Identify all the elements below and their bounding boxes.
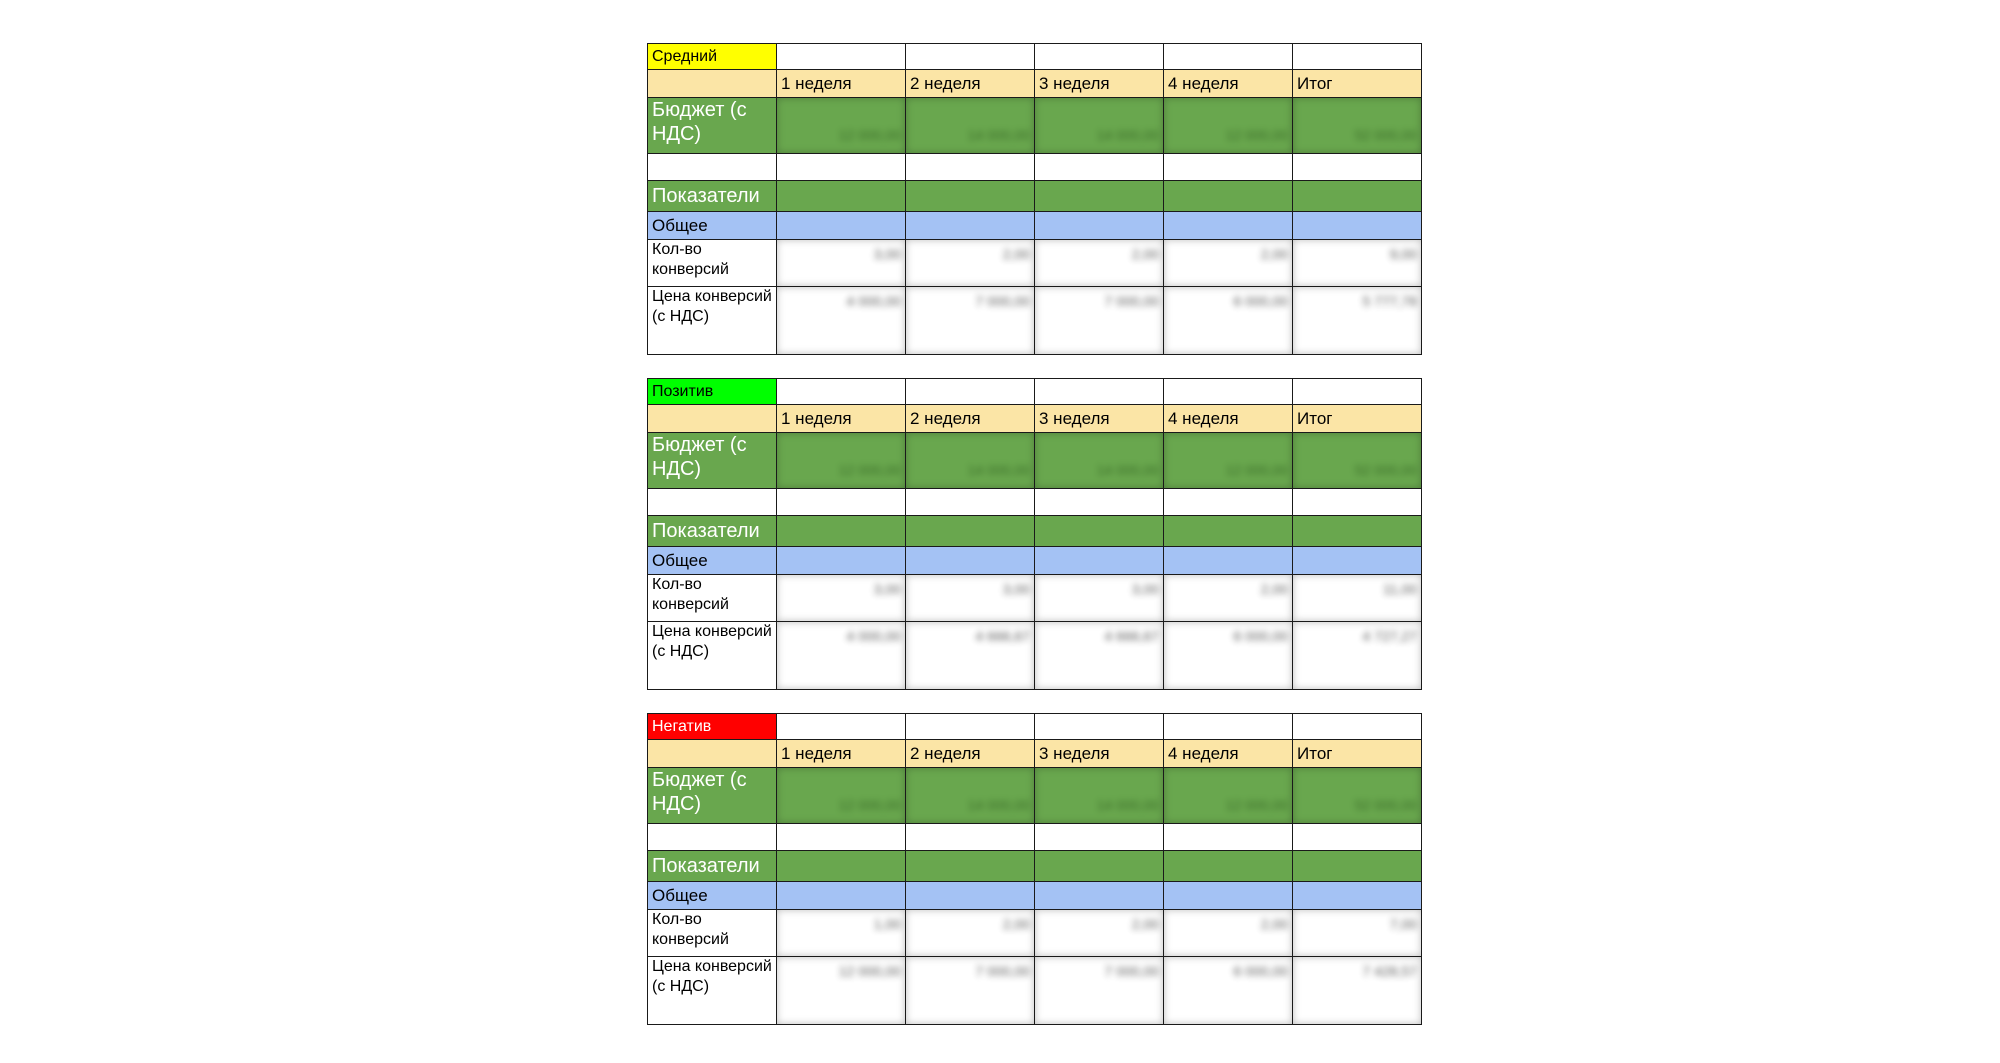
conversions-cell[interactable] [1293,240,1422,287]
budget-value: 52 000,00 [1354,462,1417,478]
block-negative [647,713,1422,1025]
budget-value: 12 000,00 [838,462,901,478]
price-value: 7 000,00 [1104,963,1159,979]
empty-cell[interactable] [777,154,906,181]
total-label[interactable]: Общее [648,212,777,240]
title-row [648,714,1422,740]
empty-cell[interactable] [1035,212,1164,240]
indicators-label[interactable]: Показатели [648,516,777,547]
empty-cell[interactable] [906,714,1035,740]
empty-cell[interactable] [906,212,1035,240]
empty-cell[interactable] [777,824,906,851]
empty-cell[interactable] [1035,547,1164,575]
column-header[interactable]: 2 неделя [906,405,1035,433]
budget-value: 52 000,00 [1354,127,1417,143]
total-row [648,212,1422,240]
budget-value: 14 000,00 [1096,127,1159,143]
empty-cell[interactable] [1293,181,1422,212]
conversions-value: 2,00 [1131,246,1159,262]
empty-cell[interactable] [906,489,1035,516]
budget-value: 52 000,00 [1354,797,1417,813]
empty-cell[interactable] [1293,516,1422,547]
column-header[interactable]: 3 неделя [1035,70,1164,98]
block-positive [647,378,1422,690]
budget-value: 14 000,00 [967,127,1030,143]
empty-cell[interactable] [777,489,906,516]
budget-cell[interactable] [906,768,1035,824]
empty-cell[interactable] [1035,516,1164,547]
budget-value: 12 000,00 [838,797,901,813]
conversions-value: 3,00 [873,581,901,597]
empty-cell[interactable] [777,379,906,405]
empty-cell[interactable] [1164,824,1293,851]
budget-row [648,98,1422,154]
budget-value: 12 000,00 [1225,127,1288,143]
budget-label[interactable]: Бюджет (с НДС) [648,768,777,824]
budget-cell[interactable] [1293,98,1422,154]
header-row [648,740,1422,768]
empty-cell[interactable] [777,181,906,212]
price-value: 5 777,78 [1362,293,1417,309]
empty-cell[interactable] [1293,212,1422,240]
conversions-cell[interactable] [777,240,906,287]
indicators-row [648,851,1422,882]
empty-cell[interactable] [648,405,777,433]
budget-cell[interactable] [1164,98,1293,154]
empty-cell[interactable] [1035,882,1164,910]
price-cell[interactable] [777,622,906,690]
empty-cell[interactable] [1164,181,1293,212]
conversions-cell[interactable] [906,910,1035,957]
conversions-cell[interactable] [777,575,906,622]
conversions-value: 2,00 [1002,246,1030,262]
conversions-label[interactable]: Кол-во конверсий [648,240,777,287]
budget-cell[interactable] [777,768,906,824]
column-header[interactable]: 3 неделя [1035,405,1164,433]
budget-cell[interactable] [1035,433,1164,489]
conversions-cell[interactable] [1293,910,1422,957]
column-header[interactable]: 1 неделя [777,70,906,98]
spacer-row [648,489,1422,516]
conversions-cell[interactable] [1164,240,1293,287]
empty-cell[interactable] [1035,379,1164,405]
scenario-title[interactable]: Позитив [648,379,777,405]
conversions-label[interactable]: Кол-во конверсий [648,575,777,622]
indicators-row [648,516,1422,547]
price-cell[interactable] [1164,287,1293,355]
conversions-value: 3,00 [873,246,901,262]
column-header[interactable]: Итог [1293,405,1422,433]
empty-cell[interactable] [1164,154,1293,181]
conversions-value: 2,00 [1002,916,1030,932]
empty-cell[interactable] [1293,824,1422,851]
empty-cell[interactable] [777,547,906,575]
indicators-label[interactable]: Показатели [648,851,777,882]
budget-value: 14 000,00 [1096,797,1159,813]
total-label[interactable]: Общее [648,547,777,575]
spacer-row [648,154,1422,181]
budget-table [647,713,1422,1025]
price-value: 4 727,27 [1362,628,1417,644]
price-value: 6 000,00 [1233,628,1288,644]
empty-cell[interactable] [906,547,1035,575]
budget-cell[interactable] [906,433,1035,489]
conversions-cell[interactable] [1035,240,1164,287]
budget-cell[interactable] [1035,768,1164,824]
empty-cell[interactable] [1293,44,1422,70]
budget-table [647,378,1422,690]
empty-cell[interactable] [1293,379,1422,405]
price-cell[interactable] [906,622,1035,690]
conversions-row [648,575,1422,622]
empty-cell[interactable] [906,851,1035,882]
conversions-cell[interactable] [1293,575,1422,622]
indicators-label[interactable]: Показатели [648,181,777,212]
conversions-cell[interactable] [1164,910,1293,957]
price-value: 12 000,00 [838,963,901,979]
conversions-row [648,240,1422,287]
price-value: 6 000,00 [1233,293,1288,309]
empty-cell[interactable] [777,882,906,910]
empty-cell[interactable] [906,44,1035,70]
empty-cell[interactable] [906,882,1035,910]
empty-cell[interactable] [906,516,1035,547]
budget-cell[interactable] [1035,98,1164,154]
title-row [648,44,1422,70]
budget-cell[interactable] [906,98,1035,154]
empty-cell[interactable] [1164,44,1293,70]
conversions-value: 2,00 [1260,246,1288,262]
column-header[interactable]: 3 неделя [1035,740,1164,768]
column-header[interactable]: 1 неделя [777,740,906,768]
conversions-cell[interactable] [906,240,1035,287]
empty-cell[interactable] [1035,181,1164,212]
conversions-cell[interactable] [1035,910,1164,957]
empty-cell[interactable] [1035,154,1164,181]
price-cell[interactable] [1035,287,1164,355]
empty-cell[interactable] [1293,714,1422,740]
price-cell[interactable] [1035,957,1164,1025]
column-header[interactable]: 4 неделя [1164,70,1293,98]
conversion-price-label[interactable]: Цена конверсий (с НДС) [648,287,777,355]
header-row [648,70,1422,98]
conversions-value: 2,00 [1260,916,1288,932]
budget-label[interactable]: Бюджет (с НДС) [648,433,777,489]
empty-cell[interactable] [1035,489,1164,516]
empty-cell[interactable] [1293,489,1422,516]
conversions-cell[interactable] [777,910,906,957]
conversion-price-label[interactable]: Цена конверсий (с НДС) [648,622,777,690]
total-row [648,882,1422,910]
empty-cell[interactable] [777,44,906,70]
price-cell[interactable] [777,957,906,1025]
empty-cell[interactable] [906,824,1035,851]
conversions-value: 11,00 [1383,581,1417,597]
empty-cell[interactable] [1164,547,1293,575]
empty-cell[interactable] [906,379,1035,405]
scenario-title[interactable]: Средний [648,44,777,70]
price-value: 7 000,00 [975,963,1030,979]
empty-cell[interactable] [1164,379,1293,405]
price-cell[interactable] [1293,287,1422,355]
empty-cell[interactable] [1035,44,1164,70]
budget-value: 12 000,00 [838,127,901,143]
empty-cell[interactable] [1035,714,1164,740]
conversions-value: 9,00 [1389,246,1417,262]
budget-cell[interactable] [1164,768,1293,824]
empty-cell[interactable] [1164,489,1293,516]
empty-cell[interactable] [1164,212,1293,240]
empty-cell[interactable] [648,824,777,851]
header-row [648,405,1422,433]
empty-cell[interactable] [648,154,777,181]
budget-cell[interactable] [1293,433,1422,489]
column-header[interactable]: 4 неделя [1164,405,1293,433]
budget-value: 12 000,00 [1225,797,1288,813]
price-value: 4 666,67 [1104,628,1159,644]
budget-value: 14 000,00 [1096,462,1159,478]
block-average [647,43,1422,355]
conversions-value: 3,00 [1131,581,1159,597]
conversions-cell[interactable] [1164,575,1293,622]
conversions-value: 2,00 [1131,916,1159,932]
price-value: 7 428,57 [1362,963,1417,979]
budget-cell[interactable] [777,98,906,154]
empty-cell[interactable] [1164,516,1293,547]
budget-row [648,433,1422,489]
title-row [648,379,1422,405]
column-header[interactable]: Итог [1293,70,1422,98]
price-cell[interactable] [1035,622,1164,690]
total-row [648,547,1422,575]
conversion-price-label[interactable]: Цена конверсий (с НДС) [648,957,777,1025]
empty-cell[interactable] [1293,882,1422,910]
empty-cell[interactable] [777,714,906,740]
conversions-label[interactable]: Кол-во конверсий [648,910,777,957]
indicators-row [648,181,1422,212]
conversions-value: 3,00 [1002,581,1030,597]
budget-value: 14 000,00 [967,462,1030,478]
empty-cell[interactable] [648,70,777,98]
empty-cell[interactable] [1164,851,1293,882]
conversions-value: 1,00 [873,916,901,932]
conversion-price-row [648,622,1422,690]
empty-cell[interactable] [1293,547,1422,575]
empty-cell[interactable] [1293,851,1422,882]
empty-cell[interactable] [906,154,1035,181]
price-value: 7 000,00 [975,293,1030,309]
column-header[interactable]: Итог [1293,740,1422,768]
empty-cell[interactable] [777,516,906,547]
budget-cell[interactable] [777,433,906,489]
empty-cell[interactable] [1035,824,1164,851]
total-label[interactable]: Общее [648,882,777,910]
price-value: 6 000,00 [1233,963,1288,979]
price-cell[interactable] [1293,622,1422,690]
empty-cell[interactable] [777,212,906,240]
conversions-cell[interactable] [906,575,1035,622]
price-value: 4 666,67 [975,628,1030,644]
budget-value: 12 000,00 [1225,462,1288,478]
price-cell[interactable] [1164,622,1293,690]
column-header[interactable]: 2 неделя [906,70,1035,98]
empty-cell[interactable] [1164,882,1293,910]
scenario-title[interactable]: Негатив [648,714,777,740]
spacer-row [648,824,1422,851]
empty-cell[interactable] [648,489,777,516]
conversions-value: 2,00 [1260,581,1288,597]
empty-cell[interactable] [777,851,906,882]
price-cell[interactable] [906,287,1035,355]
budget-label[interactable]: Бюджет (с НДС) [648,98,777,154]
conversions-cell[interactable] [1035,575,1164,622]
budget-cell[interactable] [1293,768,1422,824]
price-cell[interactable] [777,287,906,355]
column-header[interactable]: 1 неделя [777,405,906,433]
price-cell[interactable] [1164,957,1293,1025]
budget-value: 14 000,00 [967,797,1030,813]
conversions-row [648,910,1422,957]
price-value: 7 000,00 [1104,293,1159,309]
empty-cell[interactable] [1293,154,1422,181]
empty-cell[interactable] [906,181,1035,212]
budget-row [648,768,1422,824]
price-cell[interactable] [906,957,1035,1025]
budget-table [647,43,1422,355]
conversions-value: 7,00 [1389,916,1417,932]
budget-cell[interactable] [1164,433,1293,489]
price-cell[interactable] [1293,957,1422,1025]
conversion-price-row [648,957,1422,1025]
price-value: 4 000,00 [846,628,901,644]
column-header[interactable]: 4 неделя [1164,740,1293,768]
price-value: 4 000,00 [846,293,901,309]
column-header[interactable]: 2 неделя [906,740,1035,768]
empty-cell[interactable] [1164,714,1293,740]
empty-cell[interactable] [1035,851,1164,882]
empty-cell[interactable] [648,740,777,768]
conversion-price-row [648,287,1422,355]
